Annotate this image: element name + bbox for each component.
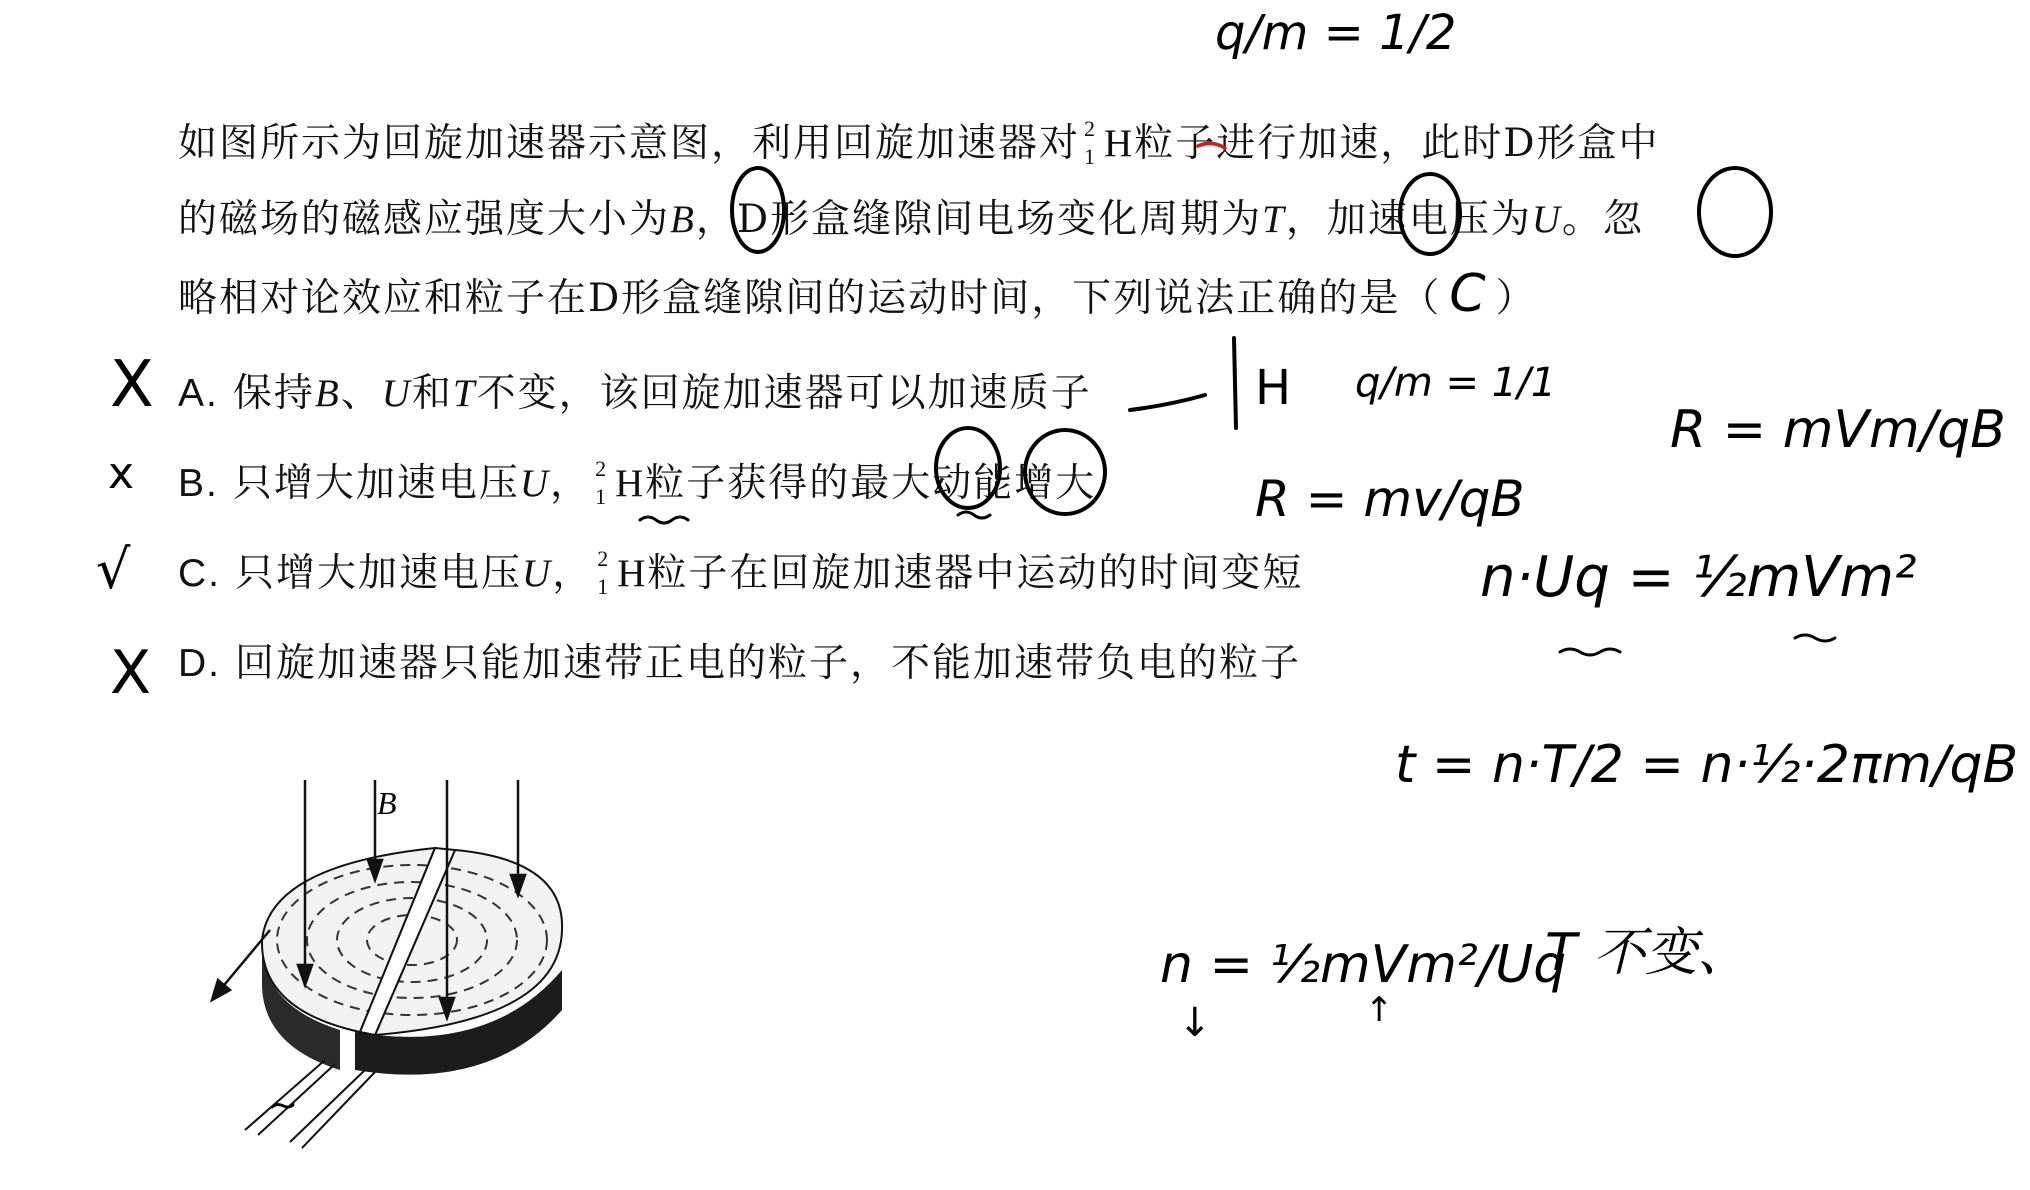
option-text: 粒子获得的最大动能增大: [645, 461, 1097, 506]
variable: U: [522, 552, 553, 595]
hw-proton-H: H: [1255, 360, 1292, 416]
variable: B: [314, 372, 341, 415]
hw-u-arrow: ↑: [1365, 990, 1394, 1030]
hw-n-arrow: ↓: [1178, 1000, 1212, 1046]
isotope-mass: 2: [595, 456, 609, 481]
option-text: 粒子在回旋加速器中运动的时间变短: [647, 551, 1304, 596]
hw-radius-max: R = mVm/qB: [1670, 400, 2006, 460]
hw-radius-formula: R = mv/qB: [1255, 470, 1525, 528]
option-text: 、: [340, 371, 382, 416]
option-text: 不变，该回旋加速器可以加速质子: [476, 371, 1092, 416]
hw-ratio-proton: q/m = 1/1: [1355, 360, 1557, 406]
handwritten-answer: C: [1449, 264, 1488, 324]
cyclotron-figure: [200, 770, 600, 1150]
squiggle-isotope: [640, 517, 688, 523]
option-letter: B.: [178, 462, 219, 505]
hw-n-equation: n = ½mVm²/Uq: [1160, 935, 1567, 995]
isotope-number: 1: [597, 574, 611, 599]
variable-T: T: [1262, 198, 1286, 241]
question-text: 略相对论效应和粒子在D形盒缝隙间的运动时间，下列说法正确的是（: [178, 276, 1442, 321]
variable-U: U: [1531, 198, 1563, 241]
option-text: 保持: [232, 371, 315, 416]
isotope-number: 1: [1084, 144, 1098, 169]
question-text: 。忽: [1562, 197, 1645, 242]
isotope-symbol: H: [1104, 122, 1135, 165]
option-text: 回旋加速器只能加速带正电的粒子，不能加速带负电的粒子: [235, 641, 1302, 686]
hw-time-equation: t = n·T/2 = n·½·2πm/qB: [1395, 735, 2019, 795]
variable-B: B: [670, 198, 696, 241]
option-text: ，: [552, 551, 594, 596]
isotope-mass: 2: [1084, 116, 1098, 141]
circle-energy: [1025, 430, 1105, 514]
circle-U: [1699, 168, 1771, 256]
variable: U: [381, 372, 412, 415]
question-text: ，加速电压为: [1285, 197, 1532, 242]
question-text: 如图所示为回旋加速器示意图，利用回旋加速器对: [178, 121, 1081, 166]
squiggle-uq: [1560, 649, 1620, 655]
exit-beam-arrow: [212, 930, 270, 1000]
option-text: 只增大加速电压: [232, 461, 520, 506]
option-letter: A.: [178, 372, 219, 415]
red-underline: [1198, 143, 1225, 148]
question-text: 的磁场的磁感应强度大小为: [178, 197, 671, 242]
isotope-number: 1: [595, 484, 609, 509]
hw-t-unchanged: T 不变、: [1545, 923, 1750, 983]
field-label-B: B: [377, 785, 397, 821]
option-letter: C.: [178, 552, 221, 595]
divider-stroke: [1234, 338, 1236, 428]
question-text: 粒子进行加速，此时D形盒中: [1134, 121, 1660, 166]
mark-check-C: √: [96, 538, 131, 601]
option-letter: D.: [178, 642, 221, 685]
squiggle-max: [958, 512, 990, 518]
circle-T: [1400, 174, 1460, 254]
question-text: ）: [1495, 276, 1537, 321]
mark-cross-A: X: [110, 348, 154, 422]
isotope-symbol: H: [617, 552, 648, 595]
isotope-symbol: H: [615, 462, 646, 505]
mark-cross-B: x: [108, 448, 135, 499]
squiggle-vm: [1795, 635, 1835, 641]
option-text: 只增大加速电压: [235, 551, 523, 596]
isotope-mass: 2: [597, 546, 611, 571]
option-text: 和: [411, 371, 453, 416]
variable: U: [519, 462, 551, 505]
question-text: ，D形盒缝隙间电场变化周期为: [695, 197, 1263, 242]
option-text: ，: [550, 461, 592, 506]
mark-cross-D: X: [110, 638, 152, 708]
ac-leads: [245, 1060, 375, 1148]
underline-proton: [1130, 395, 1205, 410]
variable: T: [452, 372, 477, 415]
hw-ratio-deuteron: q/m = 1/2: [1215, 5, 1457, 61]
hw-energy-equation: n·Uq = ½mVm²: [1480, 545, 1917, 610]
circle-max: [936, 428, 1000, 508]
ac-symbol: ~: [268, 1085, 299, 1126]
circle-B: [732, 168, 784, 252]
